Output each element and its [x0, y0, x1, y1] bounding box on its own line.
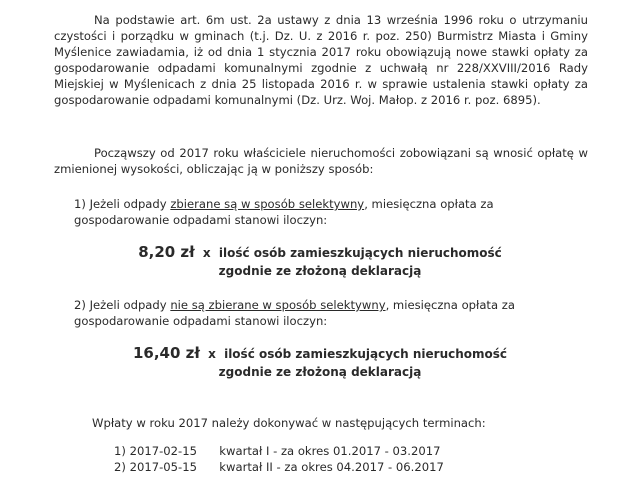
formula-line1: ilość osób zamieszkujących nieruchomość — [218, 246, 502, 260]
schedule-number: 1) — [114, 444, 126, 458]
schedule-row — [114, 459, 444, 475]
formula-line1: ilość osób zamieszkujących nieruchomość — [224, 347, 508, 361]
item-prefix: Jeżeli odpady — [89, 197, 171, 211]
formula-non-selective — [0, 344, 640, 381]
schedule-date: 2017-05-15 — [129, 460, 197, 474]
formula-selective — [0, 243, 640, 280]
item-suffix: , miesięczna opłata za gospodarowanie odpadami stanowi iloczyn: — [74, 197, 494, 227]
item-prefix: Jeżeli odpady — [89, 298, 171, 312]
item-underlined: zbierane są w sposób selektywny — [170, 197, 365, 211]
obligation-paragraph: Począwszy od 2017 roku właściciele nieruchomości zobowiązani są wnosić opłatę w zmienionej wysokości, obliczając ją w poniższy sposób: — [54, 146, 588, 176]
schedule-description: kwartał II - za okres 04.2017 - 06.2017 — [219, 460, 444, 474]
schedule-description: kwartał I - za okres 01.2017 - 03.2017 — [219, 444, 441, 458]
list-item-non-selective — [74, 297, 574, 329]
schedule-date: 2017-02-15 — [129, 444, 197, 458]
item-suffix: , miesięczna opłata za gospodarowanie odpadami stanowi iloczyn: — [74, 298, 515, 328]
item-number: 2) — [74, 298, 86, 312]
multiply-sign: x — [208, 347, 216, 361]
item-number: 1) — [74, 197, 86, 211]
fee-amount: 16,40 zł — [132, 344, 200, 362]
fee-amount: 8,20 zł — [138, 243, 195, 261]
item-underlined: nie są zbierane w sposób selektywny — [170, 298, 386, 312]
intro-paragraph: Na podstawie art. 6m ust. 2a ustawy z dnia 13 września 1996 roku o utrzymaniu czystości i porządku w gminach (t.j. Dz. U. z 2016 r. poz. 250) Burmistrz Miasta i Gminy Myślenice zawiadamia, iż od dnia 1 stycznia 2017 roku obowiązują nowe stawki opłaty za gospodarowanie odpadami komunalnymi zgodnie z uchwałą nr 228/XXVIII/2016 Rady Miejskiej w Myślenicach z dnia 25 listopada 2016 r. w sprawie ustalenia stawki opłaty za gospodarowanie odpadami komunalnymi (Dz. Urz. Woj. Małop. z 2016 r. poz. 6895). — [54, 13, 588, 107]
list-item-selective — [74, 196, 574, 228]
formula-line2: zgodnie ze złożoną deklaracją — [218, 365, 422, 379]
formula-line2: zgodnie ze złożoną deklaracją — [218, 264, 422, 278]
schedule-number: 2) — [114, 460, 126, 474]
multiply-sign: x — [202, 246, 211, 260]
payments-intro: Wpłaty w roku 2017 należy dokonywać w następujących terminach: — [92, 416, 486, 430]
schedule-row — [114, 443, 440, 459]
